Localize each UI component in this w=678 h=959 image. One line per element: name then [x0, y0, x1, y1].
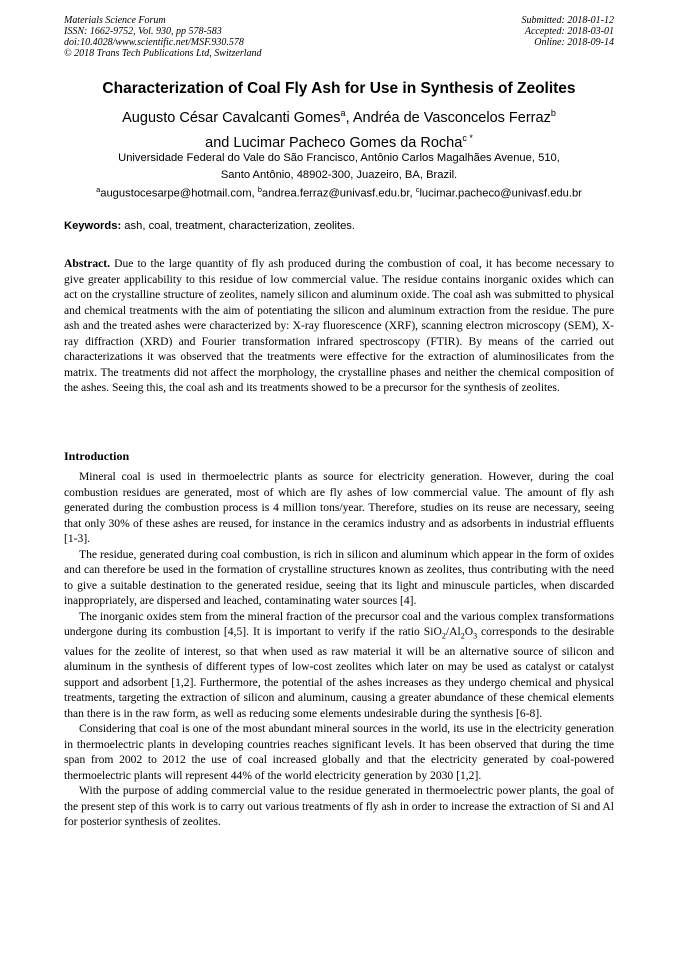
author-1-mark: a: [340, 108, 346, 118]
publication-info: [64, 15, 262, 59]
author-and: and: [205, 134, 234, 151]
author-line-2: [0, 128, 678, 153]
author-list: [0, 103, 678, 153]
copyright-line: © 2018 Trans Tech Publications Ltd, Switzerland: [64, 48, 262, 59]
sio2-subscript: 2: [441, 631, 446, 641]
affiliation-line-1: Universidade Federal do Vale do São Francisco, Antônio Carlos Magalhães Avenue, 510,: [118, 152, 560, 164]
accepted-date: Accepted: 2018-03-01: [524, 26, 614, 37]
introduction-heading: Introduction: [64, 449, 130, 463]
author-3: Lucimar Pacheco Gomes da Rocha: [233, 134, 463, 151]
email-c: lucimar.pacheco@univasf.edu.br: [419, 187, 582, 200]
intro-paragraph-1: Mineral coal is used in thermoelectric plants as source for electricity generation. However, during the coal combustion residues are generated, most of which are fly ashes of low commercial value. The amount of fly ash generated during the combustion process is 4 million tons/year. Therefore, studies on its reuse are necessary, seeing that only 30% of these ashes are reused, for instance in the ceramics industry and as adsorbents in industrial effluents [1-3].: [64, 470, 614, 545]
doi-line: doi:10.4028/www.scientific.net/MSF.930.578: [64, 37, 244, 48]
issn-line: ISSN: 1662-9752, Vol. 930, pp 578-583: [64, 26, 222, 37]
author-2-mark: b: [550, 108, 556, 118]
email-c-mark: c: [415, 185, 420, 194]
author-2: Andréa de Vasconcelos Ferraz: [352, 109, 551, 126]
email-a-mark: a: [96, 185, 101, 194]
intro-paragraph-2: The residue, generated during coal combustion, is rich in silicon and aluminum which appear in the form of oxides and can therefore be used in the formation of crystalline structures known as zeolites, thus contributing with the need to give a suitable destination to the generated residue, seeing that its light and minuscule particles, when discarded inappropriately, are dispersed and leached, contaminating water sources [4].: [64, 547, 614, 607]
keywords-label: Keywords:: [64, 220, 122, 232]
author-line-1: [0, 103, 678, 128]
introduction-body: [64, 469, 614, 830]
o3-subscript: 3: [473, 631, 478, 641]
email-b-mark: b: [257, 185, 262, 194]
keywords-text: ash, coal, treatment, characterization, zeolites.: [121, 220, 356, 232]
online-date: Online: 2018-09-14: [534, 37, 614, 48]
intro-paragraph-5: With the purpose of adding commercial value to the residue generated in thermoelectric power plants, the goal of the present step of this work is to carry out various treatments of fly ash in order to increase the extraction of Si and Al for posterior synthesis of zeolites.: [64, 784, 614, 829]
intro-p3-part-b: /Al: [445, 625, 461, 638]
intro-paragraph-4: Considering that coal is one of the most abundant mineral sources in the world, its use in the electricity generation in thermoelectric plants in developing countries reaches significant levels. It has been observed that during the time span from 2002 to 2012 the use of coal increased globally and that the electricity generated by coal-powered thermoelectric plants will represent 44% of the world electricity generation by 2030 [1,2].: [64, 722, 614, 782]
abstract: [64, 256, 614, 396]
abstract-text: Due to the large quantity of fly ash produced during the combustion of coal, it has become necessary to give greater applicability to this residue of low commercial value. The residue contains inorganic oxides which can act on the crystalline structure of zeolites, namely silicon and aluminum oxide. The coal ash was submitted to physical and chemical treatments with the aim of potentiating the silicon and aluminum extraction from the residue. The pure ash and the treated ashes were characterized by: X-ray fluorescence (XRF), scanning electron microscopy (SEM), X-ray diffraction (XRD) and Fourier transformation infrared spectroscopy (FTIR). By means of the carried out characterizations it was observed that the treatments were effective for the extraction of aluminosilicates from the matrix. The treatments did not affect the morphology, the crystalline phases and neither the chemical composition of the ashes. Seeing this, the coal ash and its treatments showed to be a precursor for the synthesis of zeolites.: [64, 257, 614, 394]
author-1: Augusto César Cavalcanti Gomes: [122, 109, 341, 126]
author-3-mark: c *: [462, 132, 473, 143]
intro-paragraph-3: [64, 609, 614, 722]
affiliation-line-2: Santo Antônio, 48902-300, Juazeiro, BA, Brazil.: [220, 169, 458, 181]
al2-subscript: 2: [460, 631, 465, 641]
intro-p3-part-a: The inorganic oxides stem from the mineral fraction of the precursor coal and the various complex transformations undergone during its combustion [4,5]. It is important to verify if the ratio SiO: [64, 609, 614, 638]
intro-p3-part-c: O: [464, 625, 474, 638]
paper-title: Characterization of Coal Fly Ash for Use in Synthesis of Zeolites: [102, 80, 576, 97]
journal-name: Materials Science Forum: [64, 15, 166, 26]
author-separator: ,: [345, 109, 353, 126]
submission-dates: [522, 15, 615, 48]
abstract-paragraph: [64, 256, 614, 396]
author-emails: [0, 185, 678, 200]
affiliation: [0, 150, 678, 184]
abstract-label: Abstract.: [64, 257, 111, 270]
submitted-date: Submitted: 2018-01-12: [521, 15, 614, 26]
email-b: andrea.ferraz@univasf.edu.br,: [261, 187, 416, 200]
intro-p3-part-d: corresponds to the desirable values for the zeolite of interest, so that when used as raw material it will be an alternative source of silicon and aluminum in the synthesis of different types of low-cost zeolites which later on may be used as catalyst or catalyst support and adsorbent [1,2]. Furthermore, the potential of the ashes increases as they undergo chemical and physical treatments, targeting the extraction of silicon and aluminum, causing a greater abundance of these chemical elements than there is in the raw form, as well as reducing some elements undesirable during the synthesis [6-8].: [64, 625, 614, 720]
email-a: augustocesarpe@hotmail.com,: [100, 187, 258, 200]
keywords: [64, 220, 614, 232]
